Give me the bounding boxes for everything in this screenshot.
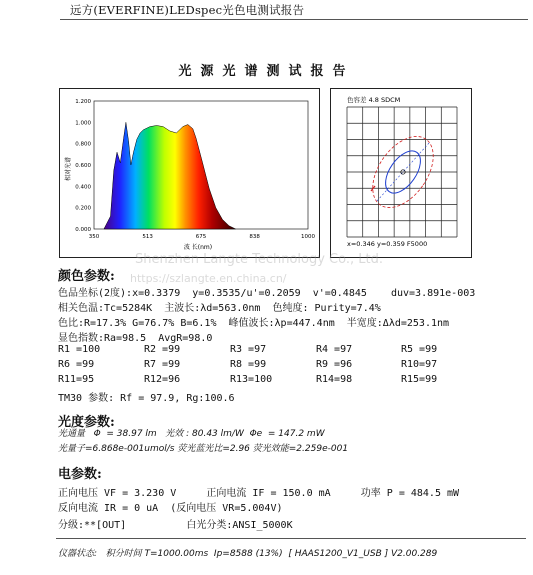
spectrum-x-tick-label: 513 (142, 234, 153, 240)
report-header-title: 远方(EVERFINE)LEDspec光色电测试报告 (70, 3, 305, 17)
spectrum-y-tick-label: 1.200 (75, 99, 91, 105)
chromaticity-grid (347, 107, 457, 237)
r-value: R9 =96 (316, 359, 353, 370)
footer-divider (56, 538, 526, 539)
instrument-status: 仪器状态: 积分时间 T=1000.00ms Ip=8588 (13%) [ HAAS1200_V1_USB ] V2.00.289 (58, 549, 438, 559)
color-params-line2: 相关色温:Tc=5284K 主波长:λd=563.0nm 色纯度: Purity=7.4% (58, 303, 381, 314)
watermark-company: Shenzhen Langte Technology Co., Ltd. (135, 252, 383, 267)
spectrum-y-tick-label: 0.800 (75, 141, 91, 148)
r-value: R10=97 (401, 359, 438, 370)
electrical-line3: 分级:**[OUT] 白光分类:ANSI_5000K (58, 520, 293, 531)
electrical-line1: 正向电压 VF = 3.230 V 正向电流 IF = 150.0 mA 功率 P = 484.5 mW (58, 488, 460, 499)
tm30-line: TM30 参数: Rf = 97.9, Rg:100.6 (58, 393, 235, 404)
spectrum-x-tick-label: 350 (88, 234, 100, 240)
r-value: R3 =97 (230, 344, 267, 355)
r-value: R8 =99 (230, 359, 267, 370)
photometric-line2: 光量子=6.868e-001umol/s 荧光蓝光比=2.96 荧光效能=2.259e-001 (58, 444, 349, 454)
r-value: R11=95 (58, 374, 95, 385)
spectrum-chart-frame (59, 88, 320, 258)
color-params-heading: 颜色参数: (58, 269, 115, 284)
spectrum-y-tick-label: 0.000 (75, 227, 91, 233)
r-value: R5 =99 (401, 344, 438, 355)
color-params-line1: 色品坐标(2度):x=0.3379 y=0.3535/u'=0.2059 v'=0.4845 duv=3.891e-003 (58, 288, 476, 299)
spectrum-y-label: 相对光谱 (65, 156, 72, 182)
photometric-line1: 光通量 Φ = 38.97 lm 光效 : 80.43 lm/W Φe = 147.2 mW (58, 429, 325, 439)
r-value: R13=100 (230, 374, 273, 385)
color-params-line4: 显色指数:Ra=98.5 AvgR=98.0 (58, 333, 213, 344)
r-value: R12=96 (144, 374, 181, 385)
spectrum-y-tick-label: 0.400 (75, 184, 91, 191)
color-params-line3: 色比:R=17.3% G=76.7% B=6.1% 峰值波长:λp=447.4nm 半宽度:Δλd=253.1nm (58, 318, 450, 329)
cie-top-label: 色容差 4.8 SDCM (347, 96, 401, 104)
report-title: 光源光谱测试报告 (178, 64, 355, 79)
spectrum-y-tick-label: 0.600 (75, 163, 91, 169)
r-value: R14=98 (316, 374, 353, 385)
chromaticity-chart (331, 89, 471, 257)
cie-bottom-label: x=0.346 y=0.359 F5000 (347, 240, 428, 248)
r-value: R7 =99 (144, 359, 181, 370)
spectrum-x-label: 波 长(nm) (183, 244, 213, 251)
r-value: R15=99 (401, 374, 438, 385)
spectrum-x-tick-label: 1000 (301, 234, 315, 240)
spectrum-y-tick-label: 1.000 (75, 120, 91, 127)
spectrum-x-tick-label: 675 (195, 234, 207, 240)
spectrum-curve (104, 122, 236, 229)
header-divider (60, 19, 528, 20)
watermark-url: https://szlangte.en.china.cn/ (130, 272, 287, 285)
r-value: R1 =100 (58, 344, 101, 355)
r-value: R6 =99 (58, 359, 95, 370)
electrical-heading: 电参数: (58, 467, 102, 482)
r-value: R4 =97 (316, 344, 353, 355)
spectrum-y-tick-label: 0.200 (75, 205, 91, 212)
photometric-heading: 光度参数: (58, 415, 115, 430)
chromaticity-chart-frame (330, 88, 472, 258)
spectrum-x-tick-label: 838 (249, 234, 260, 240)
r-value: R2 =99 (144, 344, 181, 355)
electrical-line2: 反向电流 IR = 0 uA (反向电压 VR=5.004V) (58, 503, 283, 514)
spectrum-chart (60, 89, 319, 257)
